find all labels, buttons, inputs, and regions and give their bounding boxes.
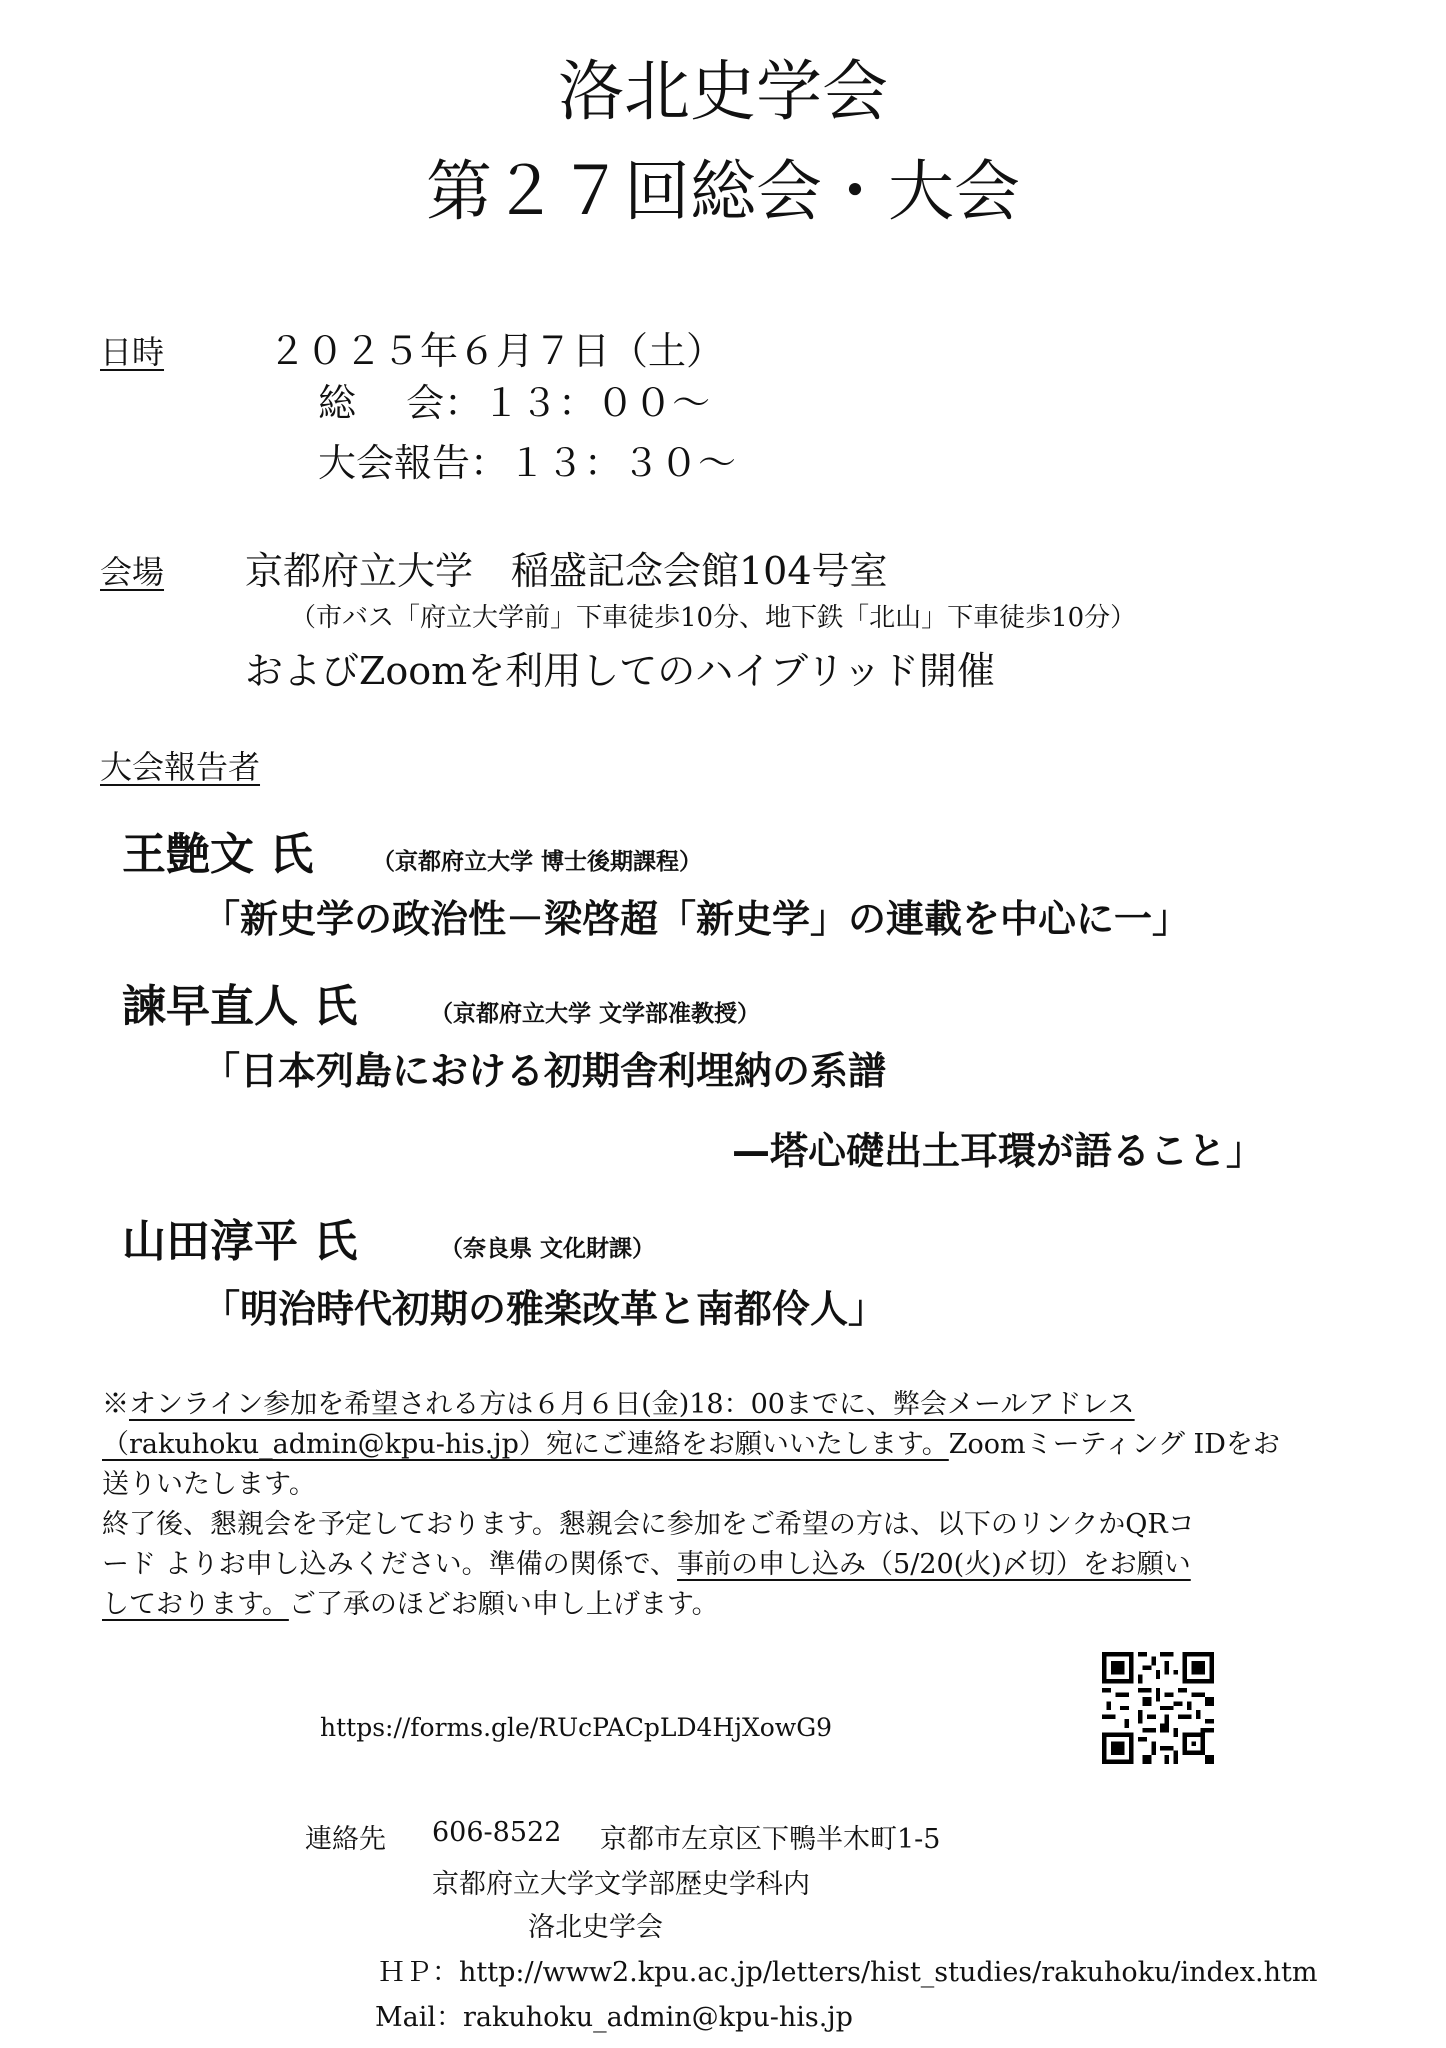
general-meeting-time: 総 会：１３：００～ [318,381,711,425]
contact-org: 洛北史学会 [528,1912,663,1943]
notes-line-3: 送りいたします。 [102,1469,316,1500]
event-title: 第２７回総会・大会 [426,153,1020,230]
datetime-label: 日時 [100,333,165,371]
speakers-label: 大会報告者 [100,748,261,786]
speaker-3-name: 山田淳平 氏 [122,1216,358,1267]
conference-time: 大会報告：１３：３０～ [318,441,737,485]
notes-deadline-end: しております。 [102,1589,289,1620]
notes-line-4: 終了後、懇親会を予定しております。懇親会に参加をご希望の方は、以下のリンクかQRコ [102,1509,1195,1540]
contact-address: 京都市左京区下鴨半木町1-5 [600,1824,941,1855]
event-date: ２０２５年６月７日（土） [268,329,725,373]
notes-deadline: 事前の申し込み（5/20(火)〆切）をお願い [677,1549,1191,1580]
notes-line-1 [102,1385,1135,1425]
notes-apply-text: ード よりお申し込みください。準備の関係で、 [102,1549,678,1580]
speaker-3-affiliation: （奈良県 文化財課） [440,1236,656,1262]
speaker-2-affiliation: （京都府立大学 文学部准教授） [430,1001,761,1027]
notes-line-6 [102,1585,719,1625]
page-title: 洛北史学会 [558,53,888,130]
notes-line-2 [102,1425,1280,1465]
speaker-2-title-subtitle: —塔心礎出土耳環が語ること」 [732,1129,1265,1173]
venue-label: 会場 [100,553,165,591]
speaker-1-title: 「新史学の政治性－梁啓超「新史学」の連載を中心に一」 [202,897,1191,941]
venue-access: （市バス「府立大学前」下車徒歩10分、地下鉄「北山」下車徒歩10分） [290,603,1137,633]
notes-email-request: （rakuhoku_admin@kpu-his.jp）宛にご連絡をお願いいたします。 [102,1429,949,1460]
notes-online-text: オンライン参加を希望される方は６月６日(金)18：00までに、弊会メールアドレス [129,1389,1135,1420]
speaker-2-name: 諫早直人 氏 [122,981,358,1032]
venue-hybrid: およびZoomを利用してのハイブリッド開催 [245,649,996,693]
contact-homepage[interactable]: ＨＰ：http://www2.kpu.ac.jp/letters/hist_studies/rakuhoku/index.htm [378,1957,1318,1988]
speaker-3-title: 「明治時代初期の雅楽改革と南都伶人」 [202,1287,887,1331]
form-link[interactable]: https://forms.gle/RUcPACpLD4HjXowG9 [320,1713,833,1742]
contact-label: 連絡先 [305,1824,386,1855]
notes-closing: ご了承のほどお願い申し上げます。 [288,1589,719,1620]
contact-mail[interactable]: Mail：rakuhoku_admin@kpu-his.jp [375,2002,853,2033]
notes-line-5 [102,1545,1191,1585]
note-mark: ※ [102,1389,129,1420]
speaker-1-affiliation: （京都府立大学 博士後期課程） [372,849,703,875]
qr-code-icon[interactable] [1102,1652,1214,1764]
venue-name: 京都府立大学 稲盛記念会館104号室 [245,549,888,593]
speaker-1-name: 王艶文 氏 [122,829,314,880]
notes-zoom-id: Zoomミーティング IDをお [948,1429,1280,1460]
contact-dept: 京都府立大学文学部歴史学科内 [432,1869,810,1900]
speaker-2-title: 「日本列島における初期舎利埋納の系譜 [202,1049,887,1093]
contact-postal: 606-8522 [432,1817,562,1848]
